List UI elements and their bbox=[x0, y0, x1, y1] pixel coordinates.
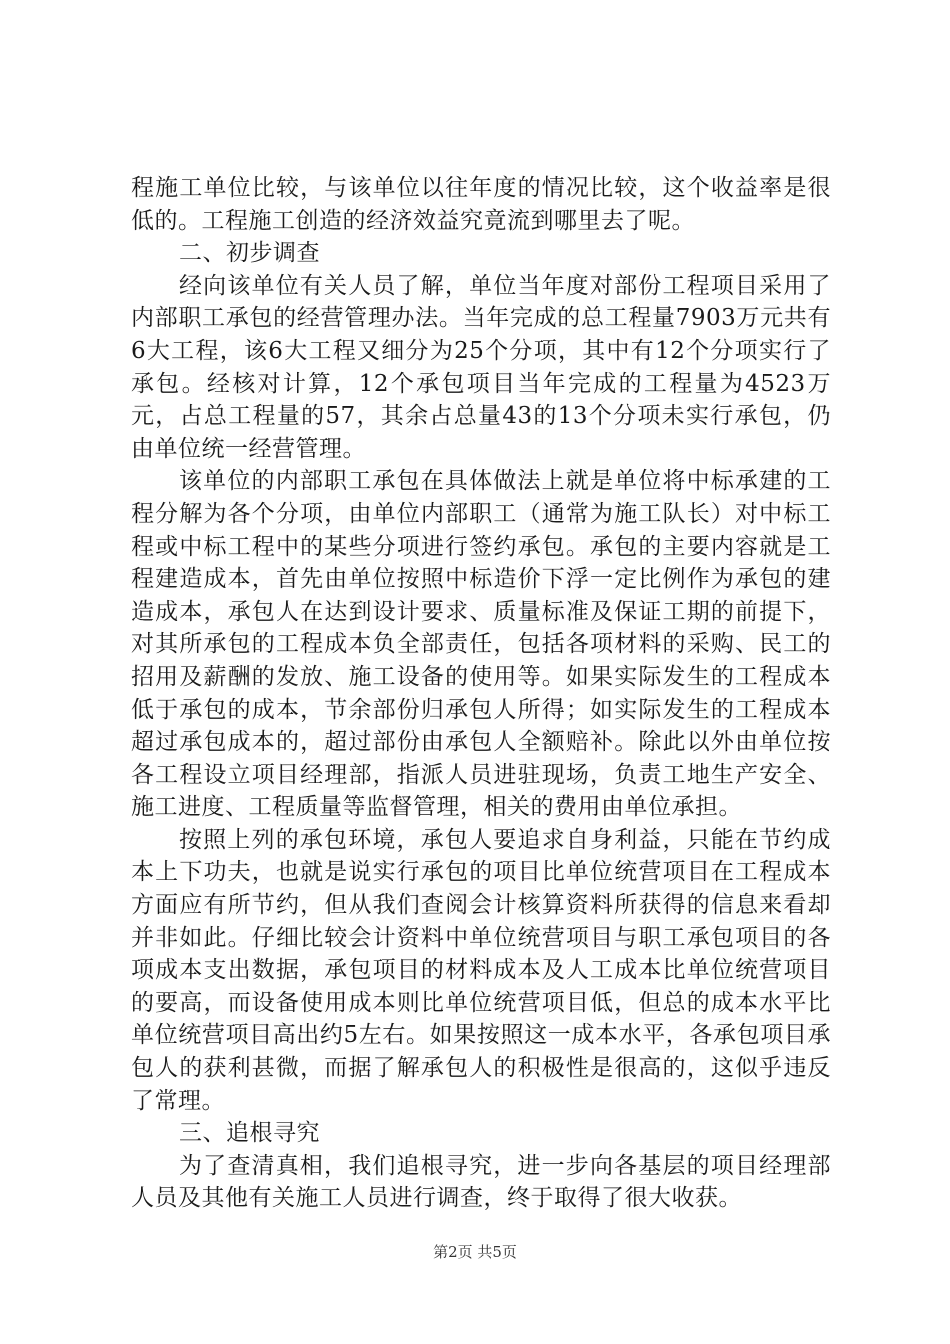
paragraph-contract-method: 该单位的内部职工承包在具体做法上就是单位将中标承建的工程分解为各个分项，由单位内部职工（通常为施工队长）对中标工程或中标工程中的某些分项进行签约承包。承包的主要内容就是工程建造成本，首先由单位按照中标造价下浮一定比例作为承包的建造成本，承包人在达到设计要求、质量标准及保证工期的前提下，对其所承包的工程成本负全部责任，包括各项材料的采购、民工的招用及薪酬的发放、施工设备的使用等。如果实际发生的工程成本低于承包的成本，节余部份归承包人所得；如实际发生的工程成本超过承包成本的，超过部份由承包人全额赔补。除此以外由单位按各工程设立项目经理部，指派人员进驻现场，负责工地生产安全、施工进度、工程质量等监督管理，相关的费用由单位承担。 bbox=[131, 468, 831, 821]
paragraph-continuation: 程施工单位比较，与该单位以往年度的情况比较，这个收益率是很低的。工程施工创造的经济效益究竟流到哪里去了呢。 bbox=[131, 175, 831, 234]
page-footer: 第2页 共5页 bbox=[433, 1243, 517, 1261]
paragraph-investigation: 为了查清真相，我们追根寻究，进一步向各基层的项目经理部人员及其他有关施工人员进行调查，终于取得了很大收获。 bbox=[131, 1152, 831, 1212]
paragraph-cost-analysis: 按照上列的承包环境，承包人要追求自身利益，只能在节约成本上下功夫，也就是说实行承包的项目比单位统营项目在工程成本方面应有所节约，但从我们查阅会计核算资料所获得的信息来看却并非如此。仔细比较会计资料中单位统营项目与职工承包项目的各项成本支出数据，承包项目的材料成本及人工成本比单位统营项目的要高，而设备使用成本则比单位统营项目低，但总的成本水平比单位统营项目高出约5左右。如果按照这一成本水平，各承包项目承包人的获利甚微，而据了解承包人的积极性是很高的，这似乎违反了常理。 bbox=[131, 826, 831, 1114]
section-heading-3: 三、追根寻究 bbox=[179, 1120, 320, 1147]
section-heading-2: 二、初步调查 bbox=[179, 240, 320, 267]
document-body bbox=[131, 172, 831, 1215]
paragraph-survey-findings: 经向该单位有关人员了解，单位当年度对部份工程项目采用了内部职工承包的经营管理办法。当年完成的总工程量7903万元共有6大工程，该6大工程又细分为25个分项，其中有12个分项实行了承包。经核对计算，12个承包项目当年完成的工程量为4523万元，占总工程量的57，其余占总量43的13个分项未实行承包，仍由单位统一经营管理。 bbox=[131, 272, 831, 462]
